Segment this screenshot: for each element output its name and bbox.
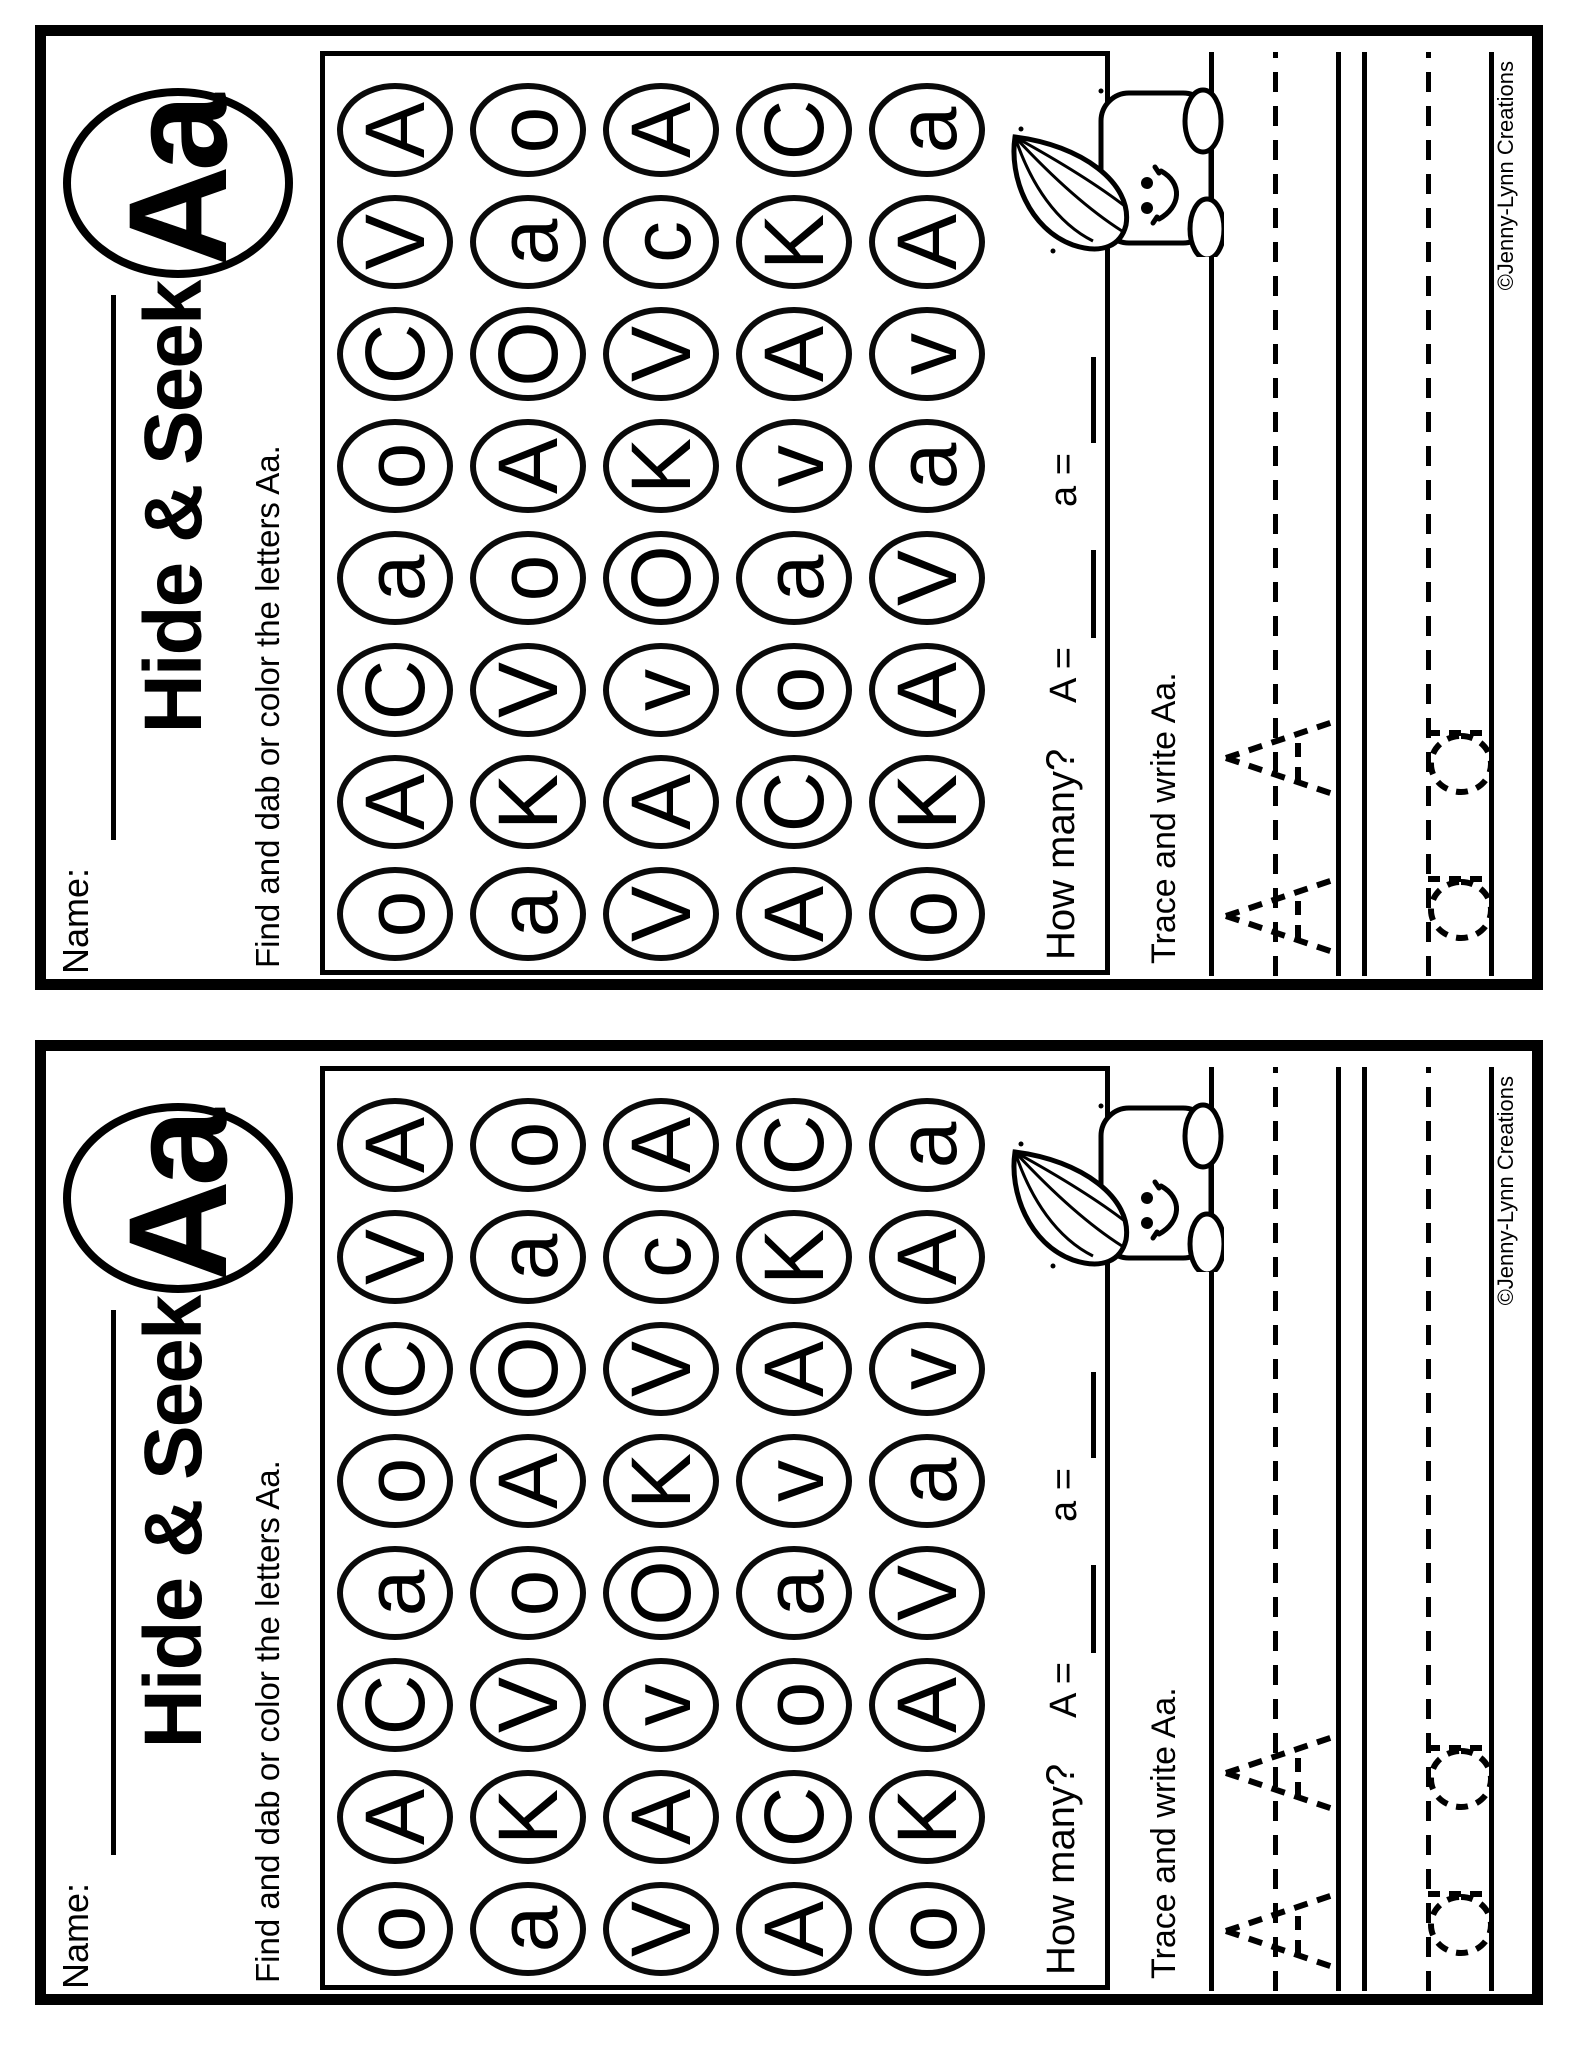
letter-circle	[470, 1210, 586, 1304]
page-title: Hide & Seek	[128, 281, 219, 734]
letter-circle	[603, 83, 719, 177]
circle-letter: A	[481, 437, 575, 495]
circle-letter: o	[348, 442, 442, 490]
circle-letter: O	[481, 1336, 575, 1402]
letter-circle	[337, 1210, 453, 1304]
trace-letter-A-icon	[1221, 712, 1341, 804]
count-uppercase-blank	[1091, 550, 1096, 638]
circle-letter: C	[747, 1114, 841, 1176]
circle-letter: A	[747, 885, 841, 943]
count-lowercase-label: a =	[1043, 1468, 1085, 1522]
name-label: Name:	[55, 867, 96, 974]
letter-circle	[337, 1658, 453, 1752]
circle-letter: o	[348, 1457, 442, 1505]
circle-letter: a	[481, 218, 575, 266]
letter-circle	[736, 195, 852, 289]
letter-circle	[869, 1210, 985, 1304]
trace-letter-a-icon	[1425, 716, 1495, 796]
letter-circle	[736, 867, 852, 961]
circle-letter: a	[880, 106, 974, 154]
letter-circle	[470, 1770, 586, 1864]
circle-letter: V	[880, 549, 974, 607]
worksheet-sheet	[35, 1040, 1543, 2005]
count-uppercase-blank	[1091, 1565, 1096, 1653]
circle-letter: V	[614, 325, 708, 383]
letter-circle	[470, 867, 586, 961]
circle-letter: v	[747, 1460, 841, 1502]
circle-letter: O	[614, 1560, 708, 1626]
letter-circle	[736, 1434, 852, 1528]
letter-badge-text: Aa	[99, 1114, 256, 1282]
how-many-question: How many?	[1039, 1763, 1083, 1975]
letter-circle	[736, 1770, 852, 1864]
letter-circle	[337, 1770, 453, 1864]
letter-circle	[736, 1546, 852, 1640]
letter-circle	[337, 419, 453, 513]
trace-section-label: Trace and write Aa.	[1145, 1687, 1183, 1979]
letter-circle	[736, 307, 852, 401]
letter-circle	[470, 1658, 586, 1752]
circle-letter: v	[747, 445, 841, 487]
circle-letter: o	[481, 106, 575, 154]
circle-letter: O	[614, 545, 708, 611]
circle-letter: A	[747, 1900, 841, 1958]
circle-letter: a	[348, 1569, 442, 1617]
circle-letter: A	[614, 773, 708, 831]
handwriting-mid-line-2	[1426, 52, 1431, 976]
letter-circle	[869, 1770, 985, 1864]
circle-letter: A	[880, 213, 974, 271]
how-many-question: How many?	[1039, 748, 1083, 960]
count-lowercase-blank	[1091, 1372, 1096, 1458]
circle-letter: o	[481, 1121, 575, 1169]
circle-letter: V	[481, 1676, 575, 1734]
letter-circle	[337, 195, 453, 289]
letter-circle	[470, 643, 586, 737]
circle-letter: K	[481, 1788, 575, 1846]
circle-letter: a	[747, 554, 841, 602]
letter-circle	[337, 1434, 453, 1528]
letter-circle	[603, 643, 719, 737]
letter-circle	[869, 531, 985, 625]
trace-letter-a-icon	[1425, 1877, 1495, 1957]
circle-letter: C	[747, 771, 841, 833]
letter-circle	[337, 83, 453, 177]
circle-letter: V	[348, 1228, 442, 1286]
circle-letter: a	[880, 1457, 974, 1505]
circle-letter: v	[614, 1684, 708, 1726]
letter-circle	[470, 419, 586, 513]
letter-circle	[603, 1882, 719, 1976]
page-title: Hide & Seek	[128, 1296, 219, 1749]
worksheet-panel-bottom	[35, 1040, 1543, 2005]
letter-circle	[603, 307, 719, 401]
circle-letter: V	[614, 885, 708, 943]
letter-circle	[337, 531, 453, 625]
circle-letter: v	[614, 669, 708, 711]
circle-letter: A	[614, 1116, 708, 1174]
circle-letter: A	[348, 773, 442, 831]
letter-circle	[869, 1546, 985, 1640]
letter-circle	[869, 307, 985, 401]
letter-circle	[470, 307, 586, 401]
letter-circle	[337, 867, 453, 961]
letter-circle	[470, 1322, 586, 1416]
circle-letter: a	[747, 1569, 841, 1617]
circle-letter: A	[614, 101, 708, 159]
circle-letter: A	[348, 1788, 442, 1846]
letter-circle	[869, 867, 985, 961]
handwriting-base-line-1	[1336, 1067, 1341, 1991]
letter-circle	[869, 1434, 985, 1528]
letter-circle	[869, 1882, 985, 1976]
letter-circle	[736, 755, 852, 849]
circle-letter: c	[614, 1236, 708, 1278]
circle-letter: c	[614, 221, 708, 263]
circle-letter: a	[348, 554, 442, 602]
instructions-text: Find and dab or color the letters Aa.	[249, 445, 286, 968]
instructions-text: Find and dab or color the letters Aa.	[249, 1460, 286, 1983]
letter-circle	[869, 1098, 985, 1192]
letter-circle	[337, 1882, 453, 1976]
circle-letter: a	[481, 1905, 575, 1953]
letter-circle	[869, 419, 985, 513]
letter-circle	[736, 531, 852, 625]
circle-letter: C	[348, 323, 442, 385]
handwriting-top-line-2	[1362, 52, 1367, 976]
letter-circle	[603, 1322, 719, 1416]
circle-letter: K	[614, 1452, 708, 1510]
circle-letter: v	[880, 333, 974, 375]
letter-circle	[603, 531, 719, 625]
letter-circle	[603, 1098, 719, 1192]
circle-letter: V	[614, 1900, 708, 1958]
letter-circle	[736, 419, 852, 513]
letter-circle	[603, 419, 719, 513]
trace-section-label: Trace and write Aa.	[1145, 672, 1183, 964]
circle-letter: K	[880, 1788, 974, 1846]
circle-letter: o	[880, 890, 974, 938]
letter-circle	[470, 195, 586, 289]
circle-letter: A	[880, 1676, 974, 1734]
circle-letter: A	[348, 1116, 442, 1174]
count-lowercase-blank	[1091, 357, 1096, 443]
circle-letter: a	[880, 442, 974, 490]
circle-letter: a	[481, 890, 575, 938]
copyright-credit: ©Jenny-Lynn Creations	[1493, 1076, 1518, 1306]
worksheet-panel-top	[35, 25, 1543, 990]
letter-circle	[869, 1658, 985, 1752]
circle-letter: V	[348, 213, 442, 271]
bear-mascot-icon	[1009, 82, 1224, 257]
letter-circle	[337, 643, 453, 737]
circle-letter: C	[348, 1338, 442, 1400]
worksheet-sheet	[35, 25, 1543, 990]
letter-circle	[470, 83, 586, 177]
circle-letter: A	[747, 325, 841, 383]
circle-letter: C	[348, 1674, 442, 1736]
circle-letter: K	[747, 1228, 841, 1286]
circle-letter: C	[747, 1786, 841, 1848]
letter-circle	[470, 1098, 586, 1192]
circle-letter: A	[614, 1788, 708, 1846]
letter-grid	[35, 1040, 1543, 2005]
letter-circle	[736, 1210, 852, 1304]
circle-letter: a	[481, 1233, 575, 1281]
letter-circle	[603, 1434, 719, 1528]
letter-circle	[603, 195, 719, 289]
circle-letter: o	[348, 1905, 442, 1953]
circle-letter: C	[747, 99, 841, 161]
trace-letter-A-icon	[1221, 870, 1341, 962]
letter-circle	[736, 83, 852, 177]
letter-circle	[603, 1210, 719, 1304]
letter-circle	[337, 307, 453, 401]
trace-letter-A-icon	[1221, 1885, 1341, 1977]
circle-letter: V	[614, 1340, 708, 1398]
circle-letter: V	[481, 661, 575, 719]
count-uppercase-label: A =	[1043, 1662, 1085, 1718]
letter-circle	[736, 1098, 852, 1192]
handwriting-base-line-1	[1336, 52, 1341, 976]
circle-letter: K	[747, 213, 841, 271]
trace-letter-A-icon	[1221, 1727, 1341, 1819]
letter-circle	[869, 755, 985, 849]
letter-badge-text: Aa	[99, 99, 256, 267]
circle-letter: V	[880, 1564, 974, 1622]
trace-letter-a-icon	[1425, 862, 1495, 942]
circle-letter: A	[880, 661, 974, 719]
letter-circle	[869, 643, 985, 737]
circle-letter: A	[747, 1340, 841, 1398]
circle-letter: o	[348, 890, 442, 938]
trace-letter-a-icon	[1425, 1731, 1495, 1811]
letter-grid	[35, 25, 1543, 990]
letter-circle	[470, 1434, 586, 1528]
letter-circle	[470, 755, 586, 849]
circle-letter: O	[481, 321, 575, 387]
circle-letter: K	[880, 773, 974, 831]
bear-mascot-icon	[1009, 1097, 1224, 1272]
letter-circle	[603, 1658, 719, 1752]
circle-letter: o	[481, 1569, 575, 1617]
letter-circle	[869, 1322, 985, 1416]
letter-circle	[736, 1658, 852, 1752]
letter-circle	[470, 1546, 586, 1640]
circle-letter: v	[880, 1348, 974, 1390]
letter-circle	[869, 83, 985, 177]
letter-circle	[869, 195, 985, 289]
letter-circle	[603, 867, 719, 961]
handwriting-mid-line-2	[1426, 1067, 1431, 1991]
circle-letter: o	[747, 1681, 841, 1729]
handwriting-mid-line-1	[1273, 1067, 1278, 1991]
circle-letter: A	[880, 1228, 974, 1286]
letter-circle	[736, 1322, 852, 1416]
count-uppercase-label: A =	[1043, 647, 1085, 703]
letter-circle	[470, 1882, 586, 1976]
count-lowercase-label: a =	[1043, 453, 1085, 507]
letter-circle	[603, 1770, 719, 1864]
circle-letter: o	[481, 554, 575, 602]
handwriting-mid-line-1	[1273, 52, 1278, 976]
circle-letter: A	[481, 1452, 575, 1510]
letter-circle	[736, 643, 852, 737]
circle-letter: K	[481, 773, 575, 831]
letter-circle	[337, 1098, 453, 1192]
letter-circle	[470, 531, 586, 625]
letter-circle	[603, 1546, 719, 1640]
letter-circle	[337, 755, 453, 849]
circle-letter: K	[614, 437, 708, 495]
name-label: Name:	[55, 1882, 96, 1989]
circle-letter: a	[880, 1121, 974, 1169]
letter-circle	[736, 1882, 852, 1976]
letter-circle	[337, 1322, 453, 1416]
circle-letter: A	[348, 101, 442, 159]
copyright-credit: ©Jenny-Lynn Creations	[1493, 61, 1518, 291]
letter-circle	[337, 1546, 453, 1640]
circle-letter: C	[348, 659, 442, 721]
handwriting-top-line-2	[1362, 1067, 1367, 1991]
circle-letter: o	[880, 1905, 974, 1953]
circle-letter: o	[747, 666, 841, 714]
letter-circle	[603, 755, 719, 849]
